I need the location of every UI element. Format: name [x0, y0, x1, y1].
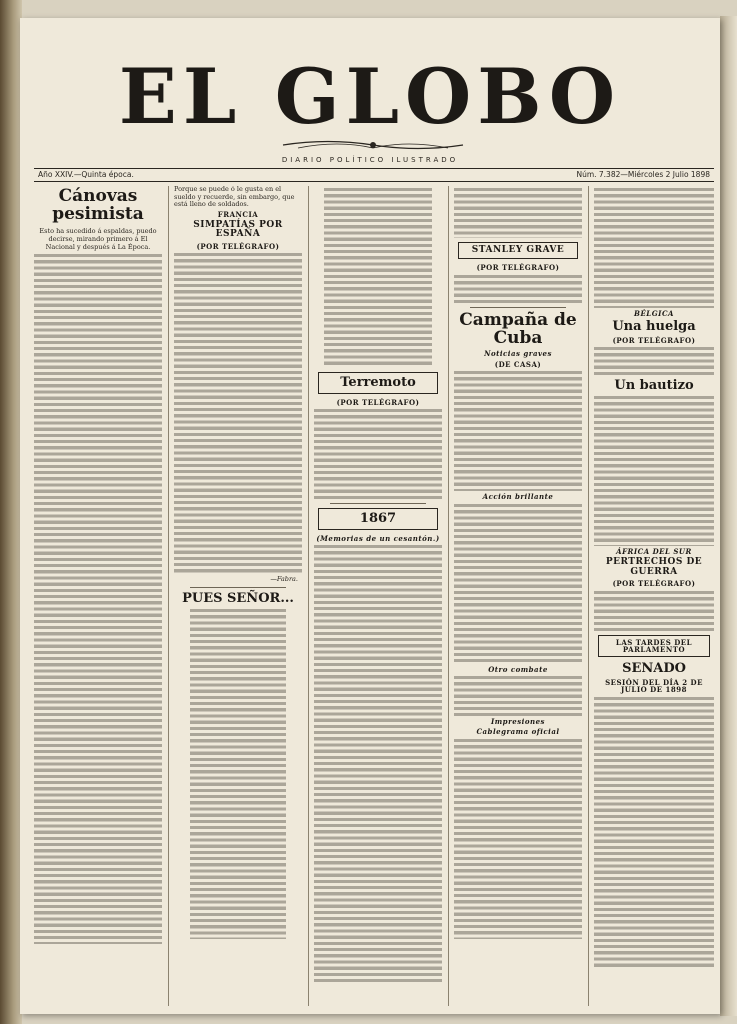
divider: [470, 307, 566, 308]
wire-label: (POR TELÉGRAFO): [196, 241, 280, 251]
subhead-de-casa: (DE CASA): [494, 359, 542, 369]
columns: [34, 186, 714, 1006]
column-1: [34, 186, 162, 1006]
masthead: [20, 18, 720, 170]
headline-parlamento: LAS TARDES DEL PARLAMENTO: [598, 635, 710, 658]
headline-canovas: Cánovas pesimista: [52, 186, 144, 224]
headline-stanley: STANLEY GRAVE: [458, 242, 578, 259]
divider: [190, 587, 286, 588]
headline-bautizo: Un bautizo: [614, 378, 694, 394]
article-body: [314, 409, 442, 499]
column-rule: [588, 186, 589, 1006]
poem-body: [190, 609, 286, 939]
wire-label: (POR TELÉGRAFO): [476, 263, 560, 273]
article-body: [454, 739, 582, 939]
article-body: [314, 545, 442, 985]
page-edge: [720, 16, 737, 1016]
article-body: [454, 504, 582, 664]
article-body: [174, 253, 302, 573]
signature: —Fabra.: [270, 575, 298, 584]
article-body: [454, 676, 582, 716]
section-africa: ÁFRICA DEL SUR: [616, 546, 692, 556]
column-rule: [168, 186, 169, 1006]
subhead-impresiones: Impresiones: [491, 716, 545, 726]
column-4: [454, 186, 582, 1006]
article-body: [594, 591, 714, 631]
wire-label: (POR TELÉGRAFO): [336, 397, 420, 407]
subhead-noticias: Noticias graves: [484, 349, 552, 359]
article-body: [454, 371, 582, 491]
article-body: [594, 188, 714, 308]
wire-label: (POR TELÉGRAFO): [612, 579, 696, 589]
article-body: [454, 275, 582, 303]
newspaper-page: [20, 18, 720, 1014]
masthead-ornament-icon: [278, 136, 468, 154]
headline-pues-senor: PUES SEÑOR...: [182, 591, 294, 607]
issue-label: Núm. 7.382—Miércoles 2 Julio 1898: [576, 170, 710, 179]
headline-1867: 1867: [318, 508, 438, 530]
section-belgica: BÉLGICA: [634, 309, 674, 318]
headline-dek: Esto ha sucedido á espaldas, puedo decirse, mirando primero á El Nacional y después á La Época.: [39, 226, 157, 251]
article-body: [594, 396, 714, 546]
headline-senado: SENADO: [622, 661, 686, 677]
headline-terremoto: Terremoto: [318, 372, 438, 394]
column-rule: [308, 186, 309, 1006]
subhead-cablegrama: Cablegrama oficial: [476, 727, 560, 737]
newspaper-title: EL GLOBO: [118, 52, 622, 141]
book-binding: [0, 0, 22, 1024]
column-3: [314, 186, 442, 1006]
headline-campana-cuba: Campaña de Cuba: [459, 309, 577, 348]
subhead-combate: Otro combate: [488, 664, 548, 674]
article-body: [454, 188, 582, 238]
subhead-memorias: (Memorias de un cesantón.): [316, 533, 440, 543]
column-5: [594, 186, 714, 1006]
article-body: [594, 347, 714, 377]
year-label: Año XXIV.—Quinta época.: [38, 170, 134, 179]
issue-info-bar: [34, 168, 714, 182]
subhead-accion: Acción brillante: [482, 492, 554, 502]
article-body: [594, 697, 714, 967]
poem-body: [324, 188, 432, 368]
divider: [330, 503, 426, 504]
column-2: [174, 186, 302, 1006]
headline-sympathies: SIMPATÍAS POR ESPAÑA: [193, 219, 283, 240]
headline-huelga: Una huelga: [612, 319, 696, 335]
session-label: SESIÓN DEL DÍA 2 DE JULIO DE 1898: [605, 677, 703, 695]
column-rule: [448, 186, 449, 1006]
wire-label: (POR TELÉGRAFO): [612, 335, 696, 345]
newspaper-subtitle: DIARIO POLÍTICO ILUSTRADO: [281, 156, 459, 164]
lead-text: Porque se puede ó le gusta en el sueldo y recuerde, sin embargo, que está lleno de soldados.: [174, 186, 295, 208]
article-body: [34, 254, 162, 944]
section-france: FRANCIA: [217, 209, 259, 219]
headline-pertrechos: PERTRECHOS DE GUERRA: [605, 557, 703, 577]
